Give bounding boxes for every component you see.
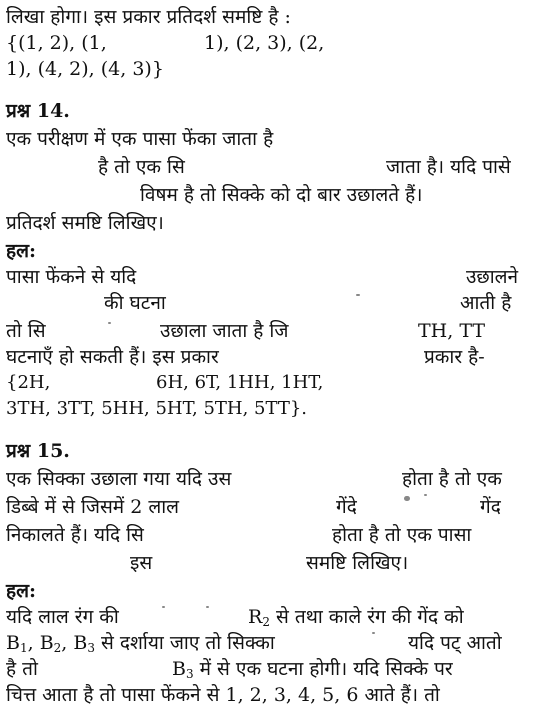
question-15-line-1b: होता है तो एक <box>402 468 502 490</box>
question-15-line-3a: निकालते हैं। यदि सि <box>6 524 144 546</box>
question-14-line-2a: है तो एक सि <box>98 156 185 178</box>
solution-14-line-4a: घटनाएँ हो सकती हैं। इस प्रकार <box>6 346 219 368</box>
solution-15-line-4: चित्त आता है तो पासा फेंकने से 1, 2, 3, 4, 5, 6 आते हैं। तो <box>6 684 440 706</box>
solution-14-line-3c: TH, TT <box>418 320 486 342</box>
question-15-line-1a: एक सिक्का उछाला गया यदि उस <box>6 468 232 490</box>
solution-14-line-4b: प्रकार है- <box>424 346 485 368</box>
question-14-line-3: विषम है तो सिक्के को दो बार उछालते हैं। <box>140 184 423 206</box>
artifact-dot <box>356 294 360 296</box>
solution-14-line-2b: आती है <box>460 292 512 314</box>
question-15-line-4b: समष्टि लिखिए। <box>306 552 409 574</box>
solution-14-line-3b: उछाला जाता है जि <box>160 320 289 342</box>
solution-15-line-3a: है तो <box>6 658 38 680</box>
question-15-line-4a: इस <box>130 552 153 574</box>
question-14-line-1: एक परीक्षण में एक पासा फेंका जाता है <box>6 128 274 150</box>
artifact-dot <box>108 322 111 324</box>
question-15-line-2a: डिब्बे में से जिसमें 2 लाल <box>6 496 180 518</box>
artifact-dot <box>372 632 375 634</box>
solution-14-line-5a: {2H, <box>6 372 51 393</box>
solution-14-line-6: 3TH, 3TT, 5HH, 5HT, 5TH, 5TT}. <box>6 398 308 419</box>
artifact-dot <box>206 606 209 608</box>
solution-15-line-2a: $B_1$, $B_2$, $B_3$ से दर्शाया जाए तो सिक्का <box>6 632 275 655</box>
artifact-dot <box>424 494 427 496</box>
solution-15-line-2b: यदि पट् आतो <box>408 632 502 654</box>
artifact-dot <box>162 606 165 608</box>
question-14-line-4: प्रतिदर्श समष्टि लिखिए। <box>6 212 164 234</box>
text-line-2a: {(1, 2), (1, <box>6 32 107 54</box>
solution-15-line-1b: $R_2$ से तथा काले रंग की गेंद को <box>248 606 464 629</box>
question-15-line-3b: होता है तो एक पासा <box>332 524 472 546</box>
artifact-dot <box>404 496 410 501</box>
solution-15-line-1a: यदि लाल रंग की <box>6 606 119 628</box>
solution-14-line-5b: 6H, 6T, 1HH, 1HT, <box>156 372 324 393</box>
question-15-heading: प्रश्न 15. <box>6 440 70 462</box>
question-14-line-2b: जाता है। यदि पासे <box>386 156 511 178</box>
text-line-3: 1), (4, 2), (4, 3)} <box>6 58 164 80</box>
solution-14-line-2a: की घटना <box>104 292 166 314</box>
text-line-2b: 1), (2, 3), (2, <box>204 32 325 54</box>
solution-14-line-1b: उछालने <box>466 266 519 288</box>
question-15-line-2c: गेंद <box>480 496 501 518</box>
solution-14-heading: हल: <box>6 240 36 262</box>
solution-15-heading: हल: <box>6 580 36 602</box>
solution-15-line-3b: $B_3$ में से एक घटना होगी। यदि सिक्के पर <box>172 658 453 681</box>
solution-14-line-1a: पासा फेंकने से यदि <box>6 266 137 288</box>
question-14-heading: प्रश्न 14. <box>6 100 70 122</box>
solution-14-line-3a: तो सि <box>6 320 46 342</box>
text-line-1: लिखा होगा। इस प्रकार प्रतिदर्श समष्टि है : <box>6 6 291 28</box>
question-15-line-2b: गेंदे <box>336 496 357 518</box>
